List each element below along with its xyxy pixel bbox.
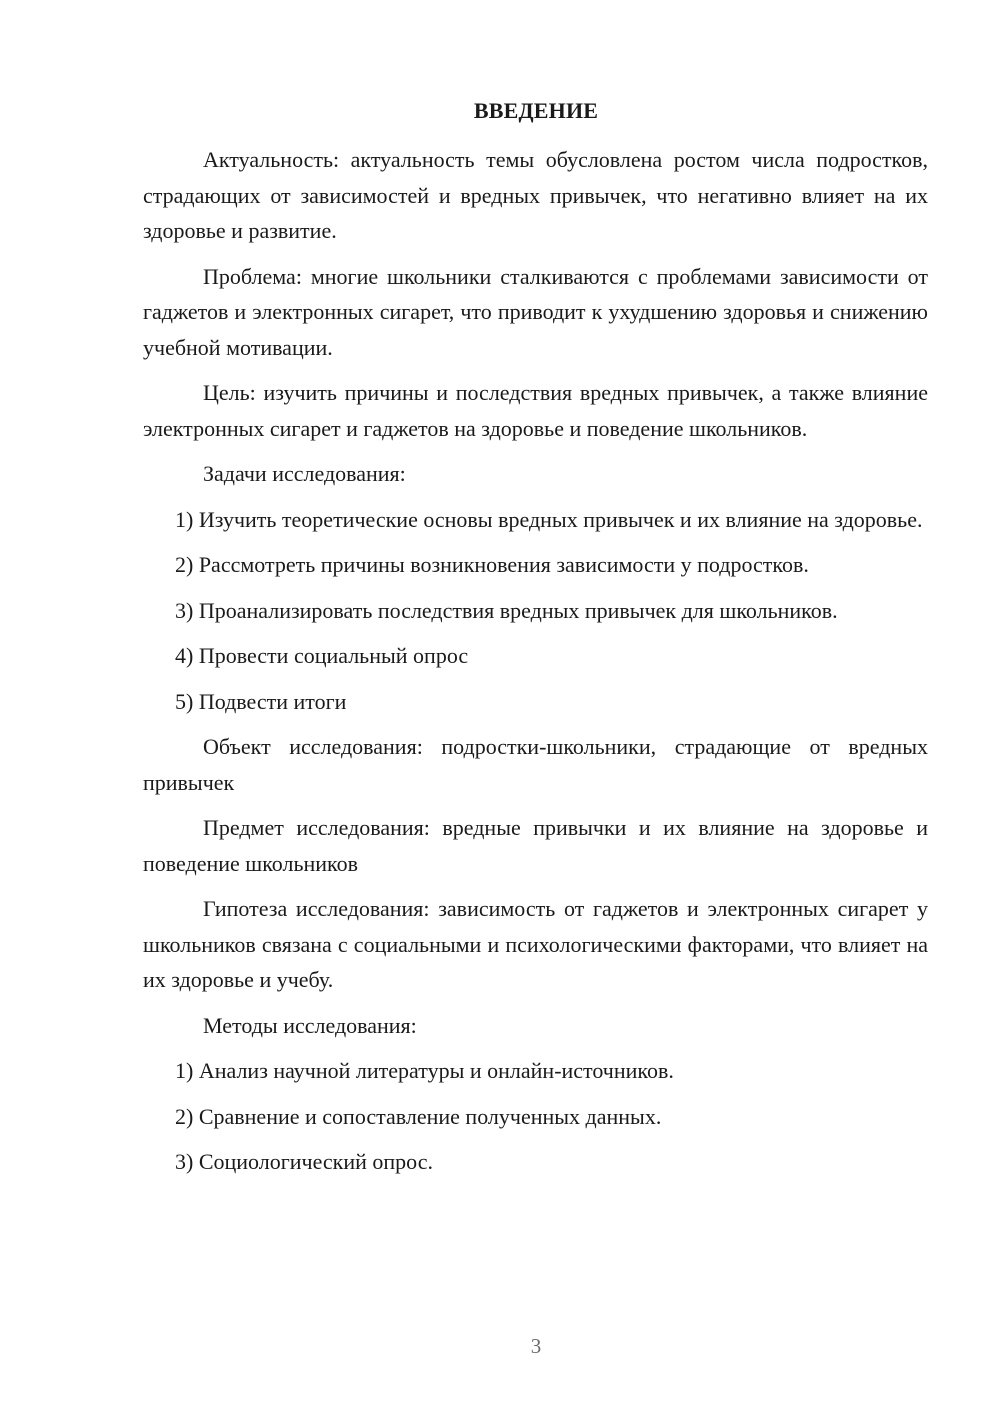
problem-paragraph: Проблема: многие школьники сталкиваются с проблемами зависимости от гаджетов и электронных сигарет, что приводит к ухудшению здоровья и снижению учебной мотивации. [143,263,928,360]
section-title: ВВЕДЕНИЕ [473,98,599,123]
document-body [143,142,928,1190]
methods-heading: Методы исследования: [203,1012,417,1038]
method-item: 3) Социологический опрос. [175,1149,433,1174]
page-number: 3 [530,1334,542,1358]
object-paragraph: Объект исследования: подростки-школьники, страдающие от вредных привычек [143,734,928,795]
method-item: 2) Сравнение и сопоставление полученных данных. [175,1103,662,1129]
goal-paragraph: Цель: изучить причины и последствия вредных привычек, а также влияние электронных сигарет и гаджетов на здоровье и поведение школьников. [143,380,928,441]
task-item: 4) Провести социальный опрос [175,643,469,668]
relevance-paragraph: Актуальность: актуальность темы обусловлена ростом числа подростков, страдающих от зависимостей и вредных привычек, что негативно влияет на их здоровье и развитие. [143,147,928,243]
subject-paragraph: Предмет исследования: вредные привычки и их влияние на здоровье и поведение школьников [143,815,928,876]
task-item: 1) Изучить теоретические основы вредных привычек и их влияние на здоровье. [175,506,923,532]
tasks-heading: Задачи исследования: [203,461,406,486]
task-item: 5) Подвести итоги [175,688,347,714]
hypothesis-paragraph: Гипотеза исследования: зависимость от гаджетов и электронных сигарет у школьников связана с социальными и психологическими факторами, что влияет на их здоровье и учебу. [143,896,928,992]
task-item: 3) Проанализировать последствия вредных привычек для школьников. [175,597,838,623]
method-item: 1) Анализ научной литературы и онлайн-источников. [175,1058,674,1083]
task-item: 2) Рассмотреть причины возникновения зависимости у подростков. [175,552,809,577]
